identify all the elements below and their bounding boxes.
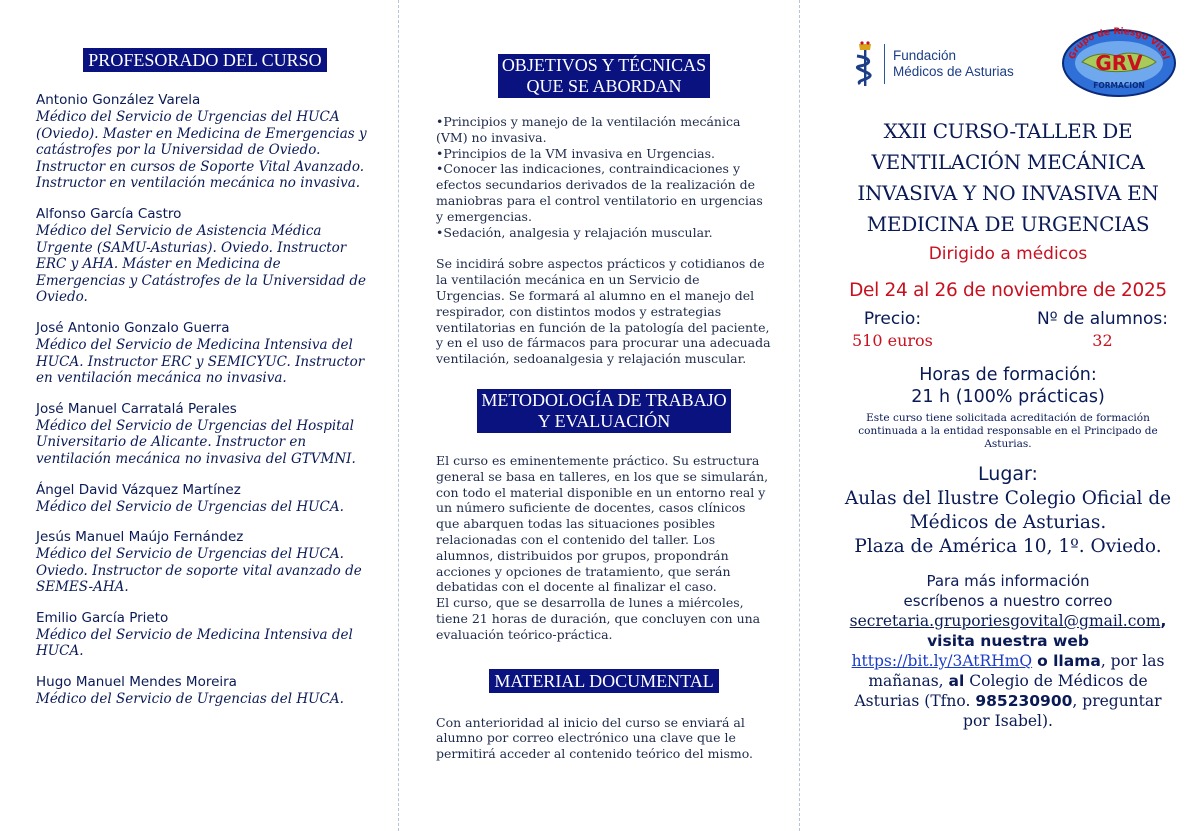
faculty-item — [36, 529, 374, 596]
place-line2: Médicos de Asturias. — [909, 512, 1107, 533]
call-text4: Asturias (Tfno. — [854, 692, 971, 710]
faculty-description: Médico del Servicio de Urgencias del HUCA. — [36, 691, 344, 708]
course-title-line4: MEDICINA DE URGENCIAS — [866, 212, 1150, 236]
web-label: visita nuestra web — [927, 632, 1089, 650]
call-text6: por Isabel). — [963, 712, 1053, 730]
faculty-description: Médico del Servicio de Medicina Intensiva del HUCA. Instructor ERC y SEMICYUC. Instructor en ventilación mecánica no invasiva. — [36, 336, 365, 387]
faculty-description: Médico del Servicio de Medicina Intensiva del HUCA. — [36, 626, 353, 660]
web-link[interactable]: https://bit.ly/3AtRHmQ — [851, 652, 1033, 670]
material-heading: MATERIAL DOCUMENTAL — [489, 669, 718, 693]
info-line2: escríbenos a nuestro correo — [903, 592, 1113, 610]
hours-block — [830, 364, 1186, 408]
call-at: al — [948, 672, 965, 690]
place-line3: Plaza de América 10, 1º. Oviedo. — [854, 536, 1162, 557]
faculty-description: Médico del Servicio de Urgencias del HUCA. — [36, 498, 344, 515]
material-paragraph: Con anterioridad al inicio del curso se enviará al alumno por correo electrónico una clave que le permitirá acceder al contenido teórico del mismo. — [436, 714, 754, 762]
methodology-heading-line2: Y EVALUACIÓN — [537, 410, 671, 431]
faculty-item — [36, 320, 374, 387]
call-text5: , preguntar — [1072, 692, 1162, 710]
place-address — [830, 487, 1186, 559]
price-label: Precio: — [863, 309, 922, 329]
faculty-name: Emilio García Prieto — [36, 609, 169, 626]
objectives-heading-line1: OBJETIVOS Y TÉCNICAS — [501, 55, 707, 75]
faculty-item — [36, 482, 374, 516]
objectives-column — [400, 0, 800, 831]
faculty-name: Antonio González Varela — [36, 92, 201, 108]
objectives-heading — [498, 54, 710, 98]
faculty-item — [36, 92, 374, 192]
faculty-item — [36, 610, 374, 660]
duration-paragraph: El curso, que se desarrolla de lunes a miércoles, tiene 21 horas de duración, que concluyen con una evaluación teórico-práctica. — [436, 595, 761, 642]
fundacion-name: Fundación — [893, 48, 957, 63]
faculty-name: José Manuel Carratalá Perales — [36, 400, 237, 417]
hours-label: Horas de formación: — [919, 365, 1097, 385]
faculty-name: Ángel David Vázquez Martínez — [36, 481, 241, 498]
objectives-heading-line2: QUE SE ABORDAN — [526, 76, 682, 96]
faculty-name: José Antonio Gonzalo Guerra — [36, 319, 230, 336]
call-text2: mañanas, — [868, 672, 944, 690]
methodology-heading-line1: METODOLOGÍA DE TRABAJO — [481, 389, 727, 410]
methodology-paragraph: El curso es eminentemente práctico. Su estructura general se basa en talleres, en los que se simularán, con todo el material disponible en un entorno real y un número suficiente de docentes, casos clínicos que abarquen todas las situaciones posibles relacionadas con el contenido del taller. Los alumnos, distribuidos por grupos, propondrán acciones y opciones de tratamiento, que serán debatidas con el docente al finalizar el caso. — [436, 452, 769, 595]
faculty-name: Hugo Manuel Mendes Moreira — [36, 674, 237, 691]
grv-letters: GRV — [1095, 51, 1143, 75]
students-label: Nº de alumnos: — [1036, 309, 1168, 329]
place-line1: Aulas del Ilustre Colegio Oficial de — [844, 488, 1172, 509]
faculty-description: Médico del Servicio de Asistencia Médica Urgente (SAMU-Asturias). Oviedo. Instructor ERC y AHA. Máster en Medicina de Emergencias y Catástrofes de la Universidad de Oviedo. — [36, 222, 367, 306]
course-dates: Del 24 al 26 de noviembre de 2025 — [849, 280, 1167, 301]
methodology-heading — [477, 389, 730, 433]
price-row — [830, 309, 1186, 350]
email-link[interactable]: secretaria.gruporiesgovital@gmail.com — [849, 612, 1161, 630]
objectives-list — [436, 114, 772, 240]
info-column: Fundación Médicos de Asturias Grupo de Riesgo Vital GRV FORMACION XXII CURSO-TALLER DE VENTILACIÓN MECÁNICA INVASIVA Y NO INVASIVA EN MEDICINA DE URGENCIAS Dirigido a médicos Del 24 al 26 de noviembre de 2025 Precio: 510 euros Nº de alumnos: 32 Horas de formación: 21 h (100% prácticas) Este curso tiene solicitada acreditación de formación continuada a la entidad responsable en el Principado de Asturias. Lugar: Aulas del Ilustre Colegio Oficial de Médicos de Asturias. Plaza de América 10, 1º. Oviedo. Para más información escríbenos a nuestro correo secretaria.gruporiesgovital@gmail.com, visita nuestra web https://bit.ly/3AtRHmQ o llama, por las mañanas, al Colegio de Médicos de Asturias (Tfno. 985230900, preguntar por Isabel). — [800, 0, 1200, 831]
faculty-name: Alfonso García Castro — [36, 205, 182, 222]
call-text1: , por las — [1100, 652, 1165, 670]
faculty-description: Médico del Servicio de Urgencias del HUCA (Oviedo). Master en Medicina de Emergencias y catástrofes por la Universidad de Oviedo. Instructor en cursos de Soporte Vital Avanzado. Instructor en ventilación mecánica no invasiva. — [36, 109, 367, 192]
objective-item: • Sedación, analgesia y relajación muscular. — [436, 225, 772, 241]
objective-item: • Conocer las indicaciones, contraindicaciones y efectos secundarios derivados de la realización de maniobras para el control ventilatorio en urgencias y emergencias. — [436, 161, 772, 224]
students-value: 32 — [1092, 331, 1113, 350]
grv-logo — [1060, 26, 1178, 102]
call-label: o llama — [1037, 652, 1101, 670]
place-label: Lugar: — [978, 463, 1038, 485]
objectives-paragraph: Se incidirá sobre aspectos prácticos y cotidianos de la ventilación mecánica en un Servicio de Urgencias. Se formará al alumno en el manejo del respirador, con distintos modos y estrategias ventilatorias en función de la patología del paciente, y en el uso de fármacos para procurar una adecuada ventilación, sedoanalgesia y relajación muscular. — [436, 256, 771, 367]
fundacion-logo — [852, 40, 1014, 88]
faculty-item — [36, 206, 374, 306]
grv-arc-text: Grupo de Riesgo Vital — [1067, 26, 1171, 61]
faculty-heading: PROFESORADO DEL CURSO — [83, 48, 326, 72]
faculty-description: Médico del Servicio de Urgencias del HUCA. Oviedo. Instructor de soporte vital avanzado de SEMES-AHA. — [36, 546, 362, 596]
course-title-line2: VENTILACIÓN MECÁNICA — [871, 150, 1145, 174]
phone-number[interactable]: 985230900 — [975, 692, 1073, 710]
faculty-column — [0, 0, 400, 831]
faculty-list — [36, 92, 374, 708]
accreditation-note: Este curso tiene solicitada acreditación de formación continuada a la entidad responsable en el Principado de Asturias. — [858, 412, 1158, 450]
objective-item: • Principios de la VM invasiva en Urgencias. — [436, 146, 772, 162]
course-title — [830, 116, 1186, 240]
hours-value: 21 h (100% prácticas) — [911, 387, 1105, 407]
fundacion-subname: Médicos de Asturias — [893, 64, 1014, 79]
faculty-description: Médico del Servicio de Urgencias del Hospital Universitario de Alicante. Instructor en ventilación mecánica no invasiva del GTVMNI. — [36, 417, 356, 467]
logos-row — [830, 26, 1186, 102]
faculty-item — [36, 674, 374, 708]
objective-item: • Principios y manejo de la ventilación mecánica (VM) no invasiva. — [436, 114, 772, 146]
audience: Dirigido a médicos — [928, 244, 1088, 264]
faculty-item — [36, 401, 374, 468]
grv-formacion: FORMACION — [1093, 81, 1145, 90]
info-line1: Para más información — [926, 572, 1090, 590]
faculty-name: Jesús Manuel Maújo Fernández — [36, 529, 244, 546]
price-value: 510 euros — [852, 331, 933, 350]
info-block — [830, 571, 1186, 611]
course-title-line1: XXII CURSO-TALLER DE — [883, 119, 1133, 143]
call-text3: Colegio de Médicos de — [969, 672, 1148, 690]
caduceus-icon — [852, 40, 878, 88]
course-title-line3: INVASIVA Y NO INVASIVA EN — [857, 181, 1159, 205]
